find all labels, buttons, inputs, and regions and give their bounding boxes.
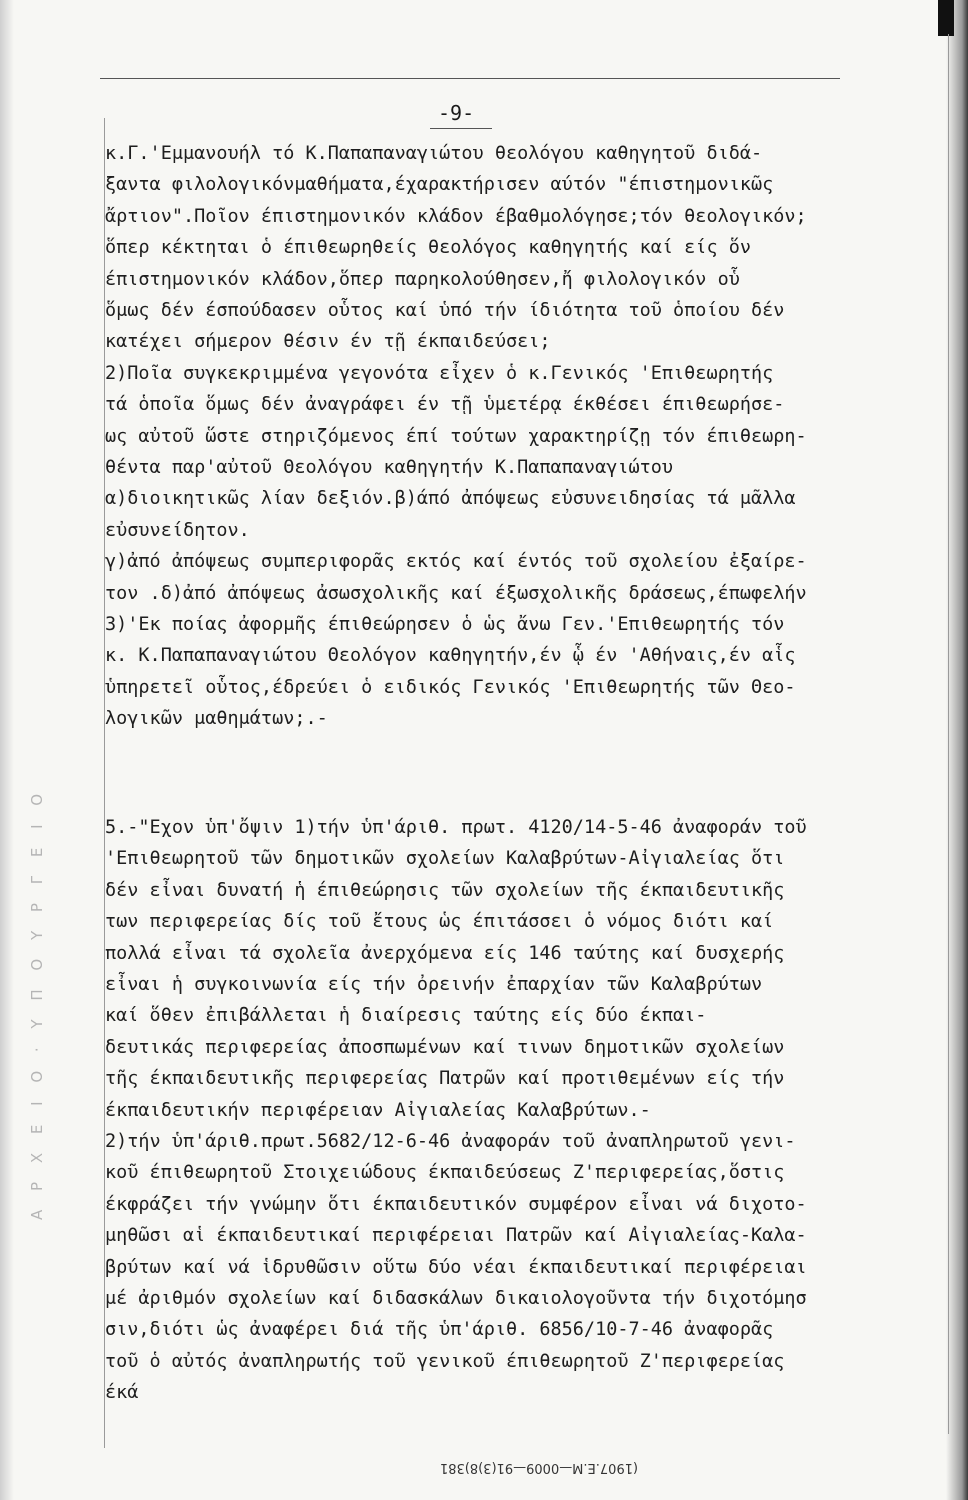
text-line: μέ ἀριθμόν σχολείων καί διδασκάλων δικαιολογοῦντα τήν διχοτόμησ [105,1288,807,1309]
text-line: έπιστημονικόν κλάδον,ὅπερ παρηκολούθησεν,ἤ φιλολογικόν οὗ [105,268,740,290]
text-line: σιν,διότι ὡς ἀναφέρει διά τῆς ὑπ'άριθ. 6856/10-7-46 ἀναφορᾶς [105,1319,774,1341]
text-line: ως αὐτοῦ ὥστε στηριζόμενος έπί τούτων χαρακτηρίζῃ τόν έπιθεωρη- [105,425,807,447]
text-line: έκά [105,1382,139,1404]
text-line: θέντα παρ'αὐτοῦ Θεολόγου καθηγητήν Κ.Παπαπαναγιώτου [105,457,674,478]
page-number-underline [430,128,492,129]
text-line: έκπαιδευτικήν περιφέρειαν Αἰγιαλείας Καλαβρύτων.- [105,1099,651,1121]
scan-left-edge [0,0,14,1500]
side-stamp-text: Α Ρ Χ Ε Ι Ο · Υ Π Ο Υ Ρ Γ Ε Ι Ο [28,786,46,1220]
text-line: έκφράζει τήν γνώμην ὅτι έκπαιδευτικόν συμφέρον εἶναι νά διχοτο- [105,1193,807,1215]
text-line: 2)Ποῖα συγκεκριμμένα γεγονότα εἶχεν ὁ κ.Γενικός 'Επιθεωρητής [105,362,774,384]
text-line: κ. Κ.Παπαπαναγιώτου Θεολόγον καθηγητήν,έν ᾧ έν 'Αθήναις,έν αἷς [105,645,796,667]
text-line: μηθῶσι αἱ έκπαιδευτικαί περιφέρειαι Πατρῶν καί Αἰγιαλείας-Καλα- [105,1225,807,1247]
text-line: εἶναι ἡ συγκοινωνία είς τήν ὀρεινήν ἐπαρχίαν τῶν Καλαβρύτων [105,974,763,995]
text-line: ὑπηρετεῖ οὗτος,έδρεύει ὁ ειδικός Γενικός 'Επιθεωρητής τῶν Θεο- [105,676,796,698]
text-line: 'Επιθεωρητοῦ τῶν δημοτικῶν σχολείων Καλαβρύτων-Αἰγιαλείας ὅτι [105,848,785,870]
text-line: κατέχει σήμερον θέσιν έν τῇ έκπαιδεύσει; [105,331,551,353]
text-line: δέν εἶναι δυνατή ἡ έπιθεώρησις τῶν σχολείων τῆς έκπαιδευτικῆς [105,879,785,901]
text-line: δευτικάς περιφερείας ἀποσπωμένων καί τινων δημοτικῶν σχολείων [105,1036,785,1058]
text-line: τον .δ)ἀπό ἀπόψεως ἀσωσχολικῆς καί έξωσχολικῆς δράσεως,έπωφελήν [105,582,807,604]
text-line: λογικῶν μαθημάτων;.- [105,708,328,730]
top-rule [100,78,840,79]
text-line: εὐσυνείδητον. [105,519,250,541]
text-line: κοῦ έπιθεωρητοῦ Στοιχειώδους έκπαιδεύσεως Ζ'περιφερείας,ὅστις [105,1162,785,1184]
scan-right-edge [946,0,968,1500]
text-line: 5.-"Εχον ὑπ'ὄψιν 1)τήν ὑπ'άριθ. πρωτ. 4120/14-5-46 ἀναφοράν τοῦ [105,817,807,838]
text-line: καί ὅθεν ἐπιβάλλεται ἡ διαίρεσις ταύτης είς δύο έκπαι- [105,1005,707,1027]
text-line: ὅμως δέν έσπούδασεν οὗτος καί ὑπό τήν ίδιότητα τοῦ ὁποίου δέν [105,300,785,321]
text-line: κ.Γ.'Εμμανουήλ τό Κ.Παπαπαναγιώτου θεολόγου καθηγητοῦ διδά- [105,143,763,164]
text-line: των περιφερείας δίς τοῦ ἔτους ὡς έπιτάσσει ὁ νόμος διότι καί [105,911,774,933]
footer-print: (1907.Ε.Μ—0009—91(3)8)381 [440,1460,639,1475]
text-line: 3)'Εκ ποίας ἀφορμῆς έπιθεώρησεν ὁ ὡς ἄνω Γεν.'Επιθεωρητής τόν [105,614,785,635]
page-number: -9- [438,101,475,125]
text-line: 2)τήν ὑπ'άριθ.πρωτ.5682/12-6-46 ἀναφοράν τοῦ ἀναπληρωτοῦ γενι- [105,1131,796,1152]
text-line: ξαντα φιλολογικόνμαθήματα,έχαρακτήρισεν αύτόν "έπιστημονικῶς [105,174,774,196]
text-line: ἄρτιον".Ποῖον έπιστημονικόν κλάδον έβαθμολόγησε;τόν θεολογικόν; [105,205,807,227]
text-line: πολλά εἶναι τά σχολεῖα ἀνερχόμενα είς 146 ταύτης καί δυσχερής [105,942,785,964]
text-line: τῆς έκπαιδευτικῆς περιφερείας Πατρῶν καί προτιθεμένων είς τήν [105,1068,785,1090]
text-line: τοῦ ὁ αὐτός ἀναπληρωτής τοῦ γενικοῦ έπιθεωρητοῦ Ζ'περιφερείας [105,1350,785,1372]
right-margin-rule [948,34,949,1434]
text-line: βρύτων καί νά ἱδρυθῶσιν οὕτω δύο νέαι έκπαιδευτικαί περιφέρειαι [105,1256,807,1278]
text-line: ὅπερ κέκτηται ὁ έπιθεωρηθείς θεολόγος καθηγητής καί είς ὅν [105,237,752,259]
text-line: α)διοικητικῶς λίαν δεξιόν.β)άπό ἀπόψεως εὐσυνειδησίας τά μᾶλλα [105,488,796,510]
text-line: γ)ἀπό ἀπόψεως συμπεριφορᾶς εκτός καί έντός τοῦ σχολείου ἐξαίρε- [105,551,807,573]
text-line: τά ὁποῖα ὅμως δέν ἀναγράφει έν τῇ ὑμετέρᾳ έκθέσει έπιθεωρήσε- [105,394,785,416]
corner-mark [938,0,954,36]
